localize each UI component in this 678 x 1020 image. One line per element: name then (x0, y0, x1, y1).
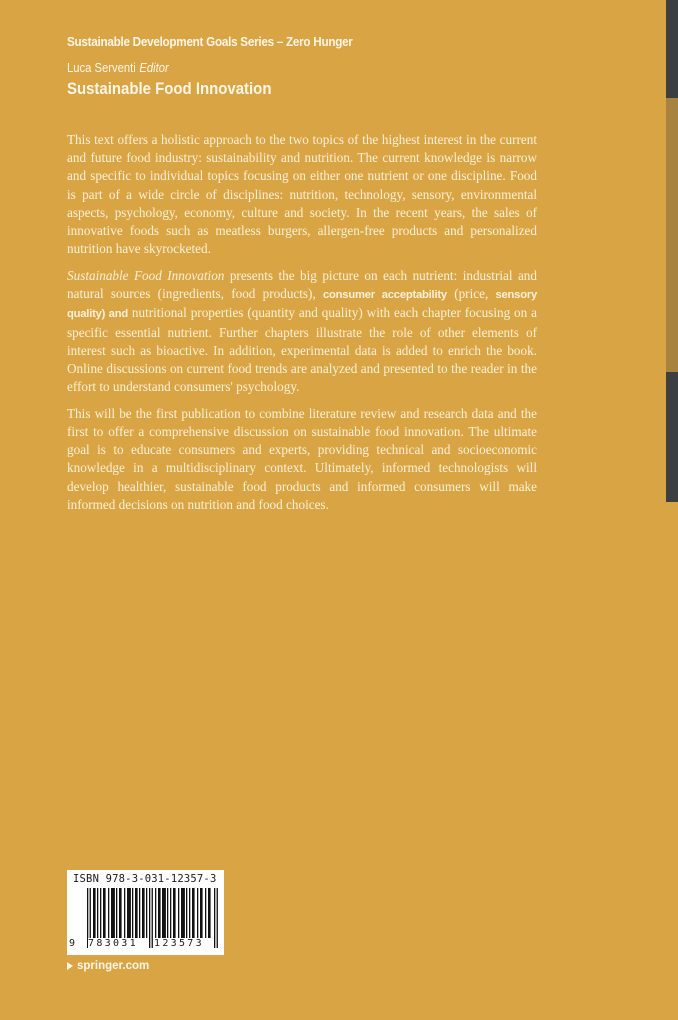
book-title: Sustainable Food Innovation (67, 79, 272, 98)
ean-right-digits: 123573 (154, 938, 204, 949)
editor-name: Luca Serventi (67, 61, 136, 75)
blurb-p2-segment-3: nutritional properties (quantity and quality) with each chapter focusing on a specific essential nutrient. Further chapters illustrate the role of other elements of interest such as bioactive. In addition, experimental data is added to enrich the book. Online discussions on current food trends are analyzed and presented to the reader in the effort to understand consumers' psychology. (67, 305, 537, 395)
series-title: Sustainable Development Goals Series – Zero Hunger (67, 34, 353, 49)
blurb-p2-segment-2: (price, (446, 286, 496, 302)
ean-first-digit: 9 (69, 938, 76, 949)
springer-link-text: springer.com (77, 960, 150, 972)
isbn-barcode (67, 870, 224, 955)
spine-edge-dark-middle (666, 372, 678, 502)
spine-edge-brown (666, 98, 678, 372)
blurb-paragraph-2 (67, 267, 537, 396)
blurb-paragraph-3: This will be the first publication to combine literature review and research data and the first to offer a comprehensive discussion on sustainable food innovation. The ultimate goal is to educate consumers and experts, providing technical and socioeconomic knowledge in a multidisciplinary context. Ultimately, informed technologists will develop healthier, sustainable food products and informed consumers will make informed decisions on nutrition and food choices. (67, 405, 537, 512)
blurb-paragraph-1: This text offers a holistic approach to the two topics of the highest interest in the current and future food industry: sustainability and nutrition. The current knowledge is narrow and specific to individual topics focusing on either one nutrient or one discipline. Food is part of a wide circle of disciplines: nutrition, technology, sensory, environmental aspects, psychology, economy, culture and society. In the recent years, the sales of innovative foods such as meatless burgers, allergen-free products and personalized nutrition have skyrocketed. (67, 132, 537, 257)
editor-role: Editor (139, 61, 169, 75)
isbn-label: ISBN 978-3-031-12357-3 (73, 873, 217, 885)
blurb-p2-bold-1: consumer acceptability (323, 289, 447, 302)
blurb-p2-segment-1: presents the big picture on each nutrient: industrial and natural sources (ingredients, food products), (67, 267, 537, 302)
blurb-p2-bold-2: sensory quality) and (67, 289, 538, 321)
blurb-book-title-italic: Sustainable Food Innovation (67, 267, 225, 283)
editor-line (67, 61, 169, 75)
play-arrow-icon (67, 962, 73, 970)
back-cover-blurb (67, 131, 537, 523)
springer-link[interactable] (67, 960, 149, 972)
ean-left-digits: 783031 (88, 938, 138, 949)
spine-edge-dark-top (666, 0, 678, 98)
